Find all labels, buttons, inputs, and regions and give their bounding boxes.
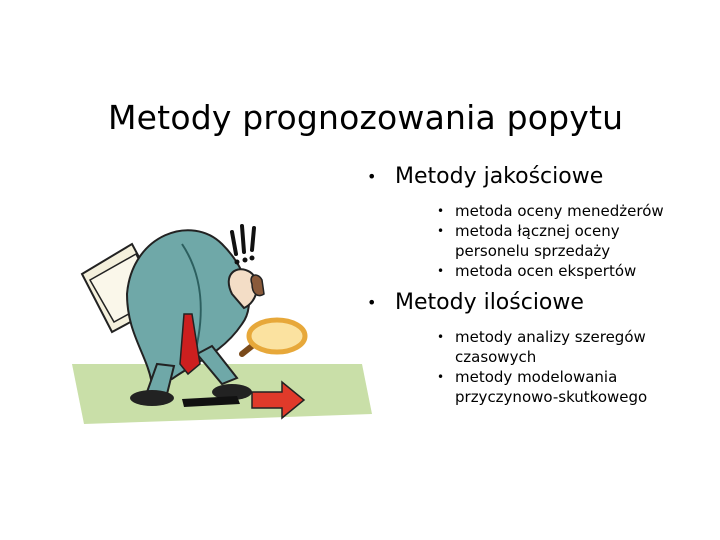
sub-bullet-item [437,327,685,367]
sub-bullet-glyph: • [437,330,445,344]
bullet-label: Metody jakościowe [395,164,604,189]
exclamation-dot-2 [243,258,248,263]
sub-bullet-glyph: • [437,370,445,384]
bullet-label: Metody ilościowe [395,290,584,315]
sub-bullet-list [437,201,710,281]
sub-bullet-glyph: • [437,224,445,238]
sub-bullet-label: metody modelowania przyczynowo-skutkowego [455,368,648,406]
sub-bullet-item [437,221,685,261]
sub-bullet-label: metody analizy szeregów czasowych [455,328,646,366]
exclamation-dot-1 [235,260,240,265]
bullet-item-metody-jakosciowe [365,163,710,191]
bullet-glyph: • [367,293,377,312]
sub-bullet-item [437,367,685,407]
sub-bullet-item [437,261,685,281]
bullet-item-metody-ilosciowe [365,289,710,317]
sub-bullet-glyph: • [437,204,445,218]
sub-bullet-list [437,327,710,407]
exclamation-marks-icon [232,226,254,254]
sub-bullet-glyph: • [437,264,445,278]
sub-bullet-label: metoda łącznej oceny personelu sprzedaży [455,222,620,260]
slide-title: Metody prognozowania popytu [108,98,624,138]
sub-bullet-item [437,201,685,221]
bullet-list [365,163,710,407]
bullet-glyph: • [367,167,377,186]
magnifier-lens-shape [249,320,305,352]
left-shoe-shape [130,390,174,406]
sub-bullet-label: metoda ocen ekspertów [455,262,637,280]
exclamation-dot-3 [250,256,255,261]
detective-magnifying-glass-clipart [72,214,372,424]
sub-bullet-label: metoda oceny menedżerów [455,202,664,220]
